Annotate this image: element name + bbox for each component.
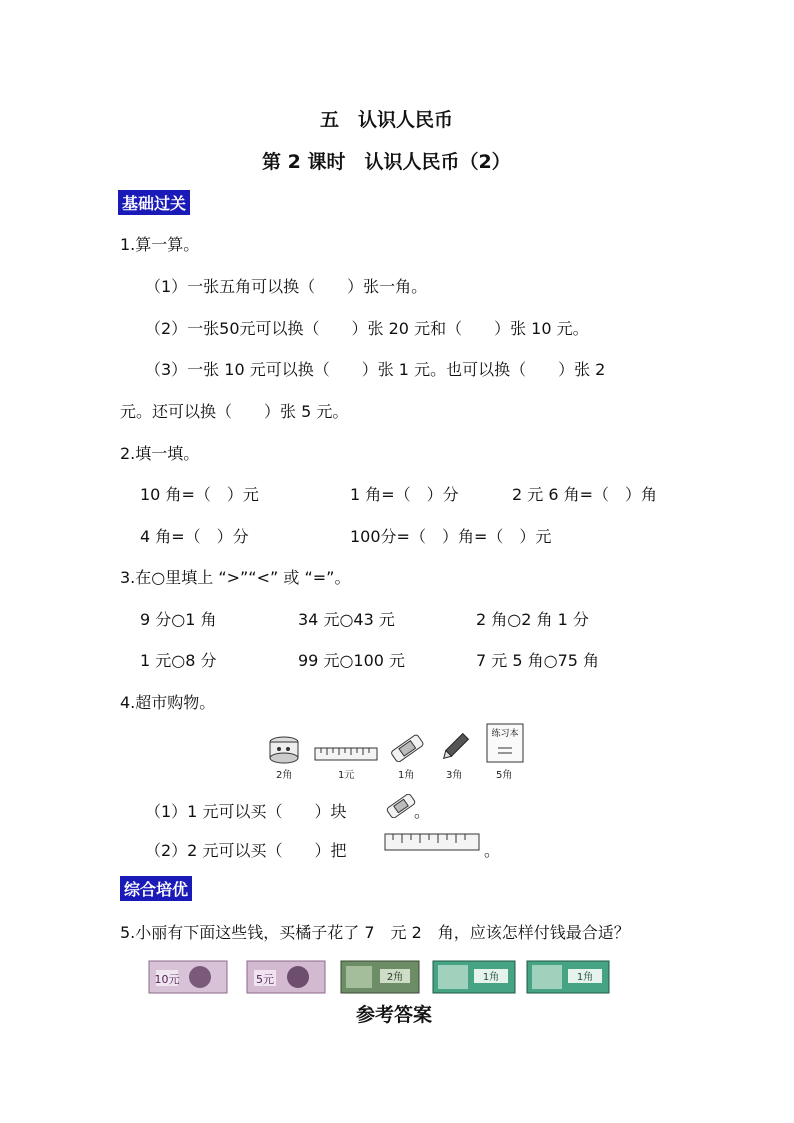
notebook-icon — [484, 722, 526, 764]
banknote-2-jiao-icon — [340, 960, 420, 994]
svg-text:1角: 1角 — [576, 972, 594, 983]
q1-title: 1.算一算。 — [120, 235, 200, 254]
section-basic-tag: 基础过关 — [118, 190, 190, 215]
q3-r2-c1: 1 元○8 分 — [140, 651, 217, 670]
q1-item-2: （2）一张50元可以换（ ）张 20 元和（ ）张 10 元。 — [145, 319, 589, 338]
ruler-icon — [384, 832, 480, 854]
q1-item-3: （3）一张 10 元可以换（ ）张 1 元。也可以换（ ）张 2 — [145, 360, 606, 379]
unit-title: 五 认识人民币 — [320, 109, 454, 131]
q4-item-1: （1）1 元可以买（ ）块 — [145, 802, 347, 821]
pencil-sharpener-icon — [266, 734, 302, 764]
q2-r1-c2: 1 角=（ ）分 — [350, 485, 459, 504]
svg-text:10元: 10元 — [154, 973, 180, 986]
svg-text:2角: 2角 — [386, 972, 404, 983]
q4-title: 4.超市购物。 — [120, 693, 216, 712]
q2-r1-c1: 10 角=（ ）元 — [140, 485, 259, 504]
notebook-label: 练习本 — [491, 729, 519, 739]
section-advanced-tag: 综合培优 — [120, 876, 192, 901]
ruler-icon — [314, 746, 378, 762]
price-notebook: 5角 — [496, 770, 513, 781]
q2-r2-c1: 4 角=（ ）分 — [140, 527, 249, 546]
banknote-5-yuan-icon — [246, 960, 326, 994]
answer-title: 参考答案 — [356, 1004, 433, 1026]
eraser-icon — [384, 794, 418, 818]
banknote-1-jiao-icon — [526, 960, 610, 994]
q3-r1-c2: 34 元○43 元 — [298, 610, 395, 629]
q5-title: 5.小丽有下面这些钱，买橘子花了 7 元 2 角，应该怎样付钱最合适？ — [120, 923, 630, 942]
q2-r1-c3: 2 元 6 角=（ ）角 — [512, 485, 658, 504]
price-ruler: 1元 — [338, 770, 355, 781]
q1-item-3-cont: 元。还可以换（ ）张 5 元。 — [120, 402, 349, 421]
q2-title: 2.填一填。 — [120, 444, 200, 463]
price-pencil: 3角 — [446, 770, 463, 781]
svg-text:5元: 5元 — [256, 973, 274, 986]
eraser-icon — [388, 734, 426, 762]
q3-title: 3.在○里填上 “>”“<” 或 “=”。 — [120, 568, 351, 587]
price-sharpener: 2角 — [276, 770, 293, 781]
svg-text:1角: 1角 — [482, 972, 500, 983]
q3-r1-c1: 9 分○1 角 — [140, 610, 217, 629]
q1-item-1: （1）一张五角可以换（ ）张一角。 — [145, 277, 428, 296]
q3-r1-c3: 2 角○2 角 1 分 — [476, 610, 589, 629]
q3-r2-c2: 99 元○100 元 — [298, 651, 406, 670]
banknote-10-yuan-icon — [148, 960, 228, 994]
q4-item-2: （2）2 元可以买（ ）把 — [145, 841, 347, 860]
price-eraser: 1角 — [398, 770, 415, 781]
q4-item-1-end: 。 — [414, 802, 431, 821]
q2-r2-c2: 100分=（ ）角=（ ）元 — [350, 527, 552, 546]
q3-r2-c3: 7 元 5 角○75 角 — [476, 651, 600, 670]
q4-item-2-end: 。 — [484, 841, 501, 860]
lesson-title: 第 2 课时 认识人民币（2） — [262, 151, 511, 173]
banknote-1-jiao-icon — [432, 960, 516, 994]
pencil-icon — [438, 730, 472, 764]
